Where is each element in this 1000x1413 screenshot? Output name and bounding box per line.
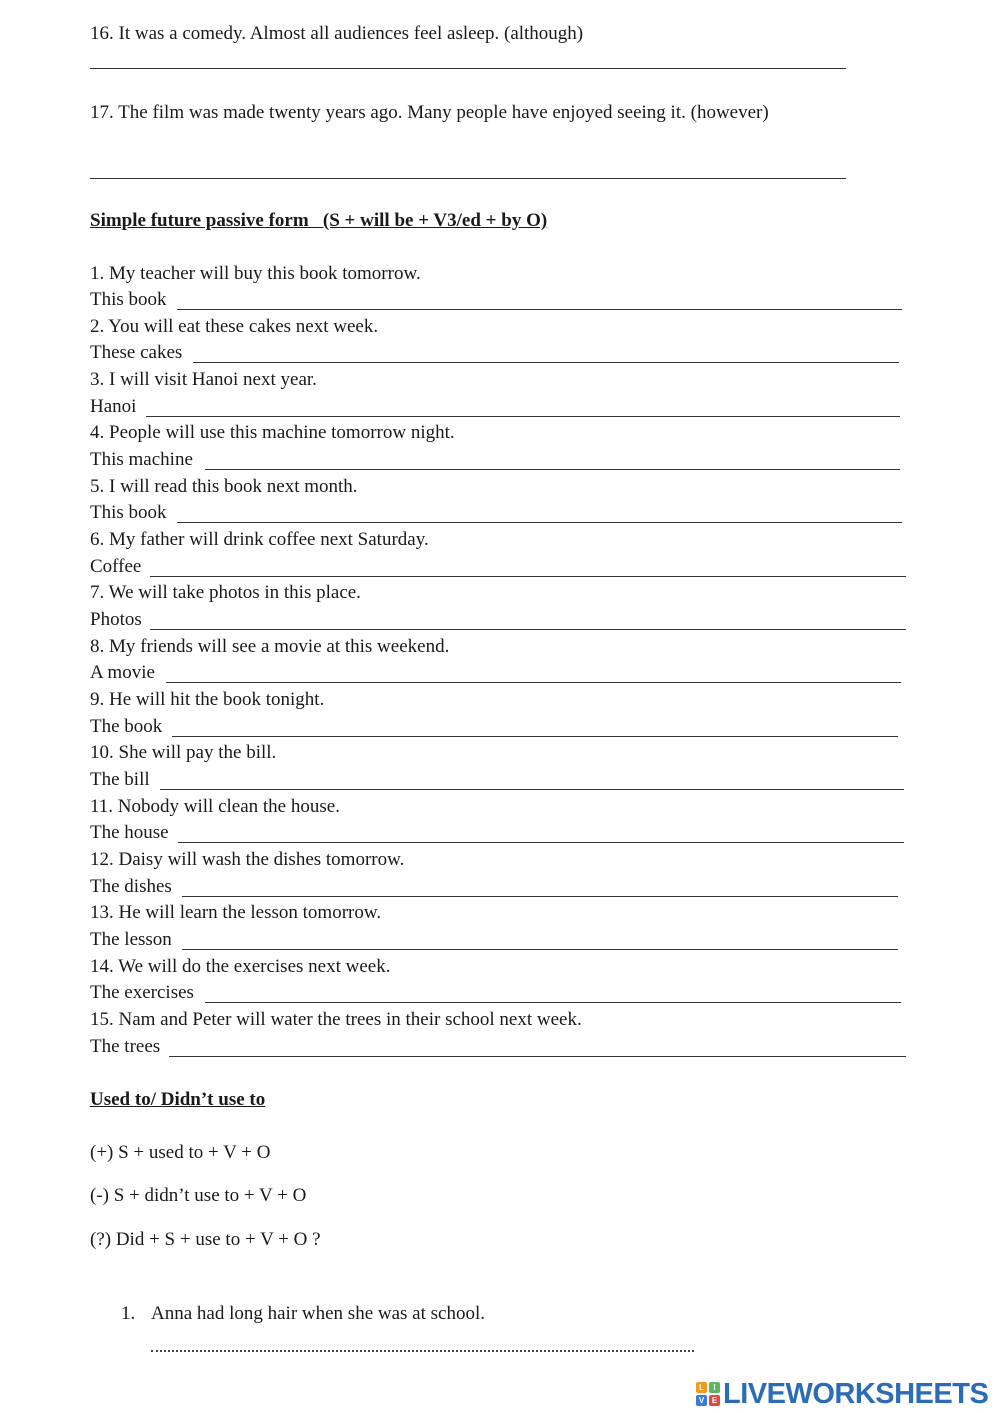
passive-question-9: 9. He will hit the book tonight. bbox=[90, 689, 325, 710]
passive-start-1: This book bbox=[90, 289, 167, 310]
passive-answer-line-14[interactable] bbox=[205, 1002, 901, 1003]
passive-start-3: Hanoi bbox=[90, 396, 137, 417]
passive-start-9: The book bbox=[90, 716, 163, 737]
passive-answer-line-15[interactable] bbox=[169, 1056, 906, 1057]
answer-line-16[interactable] bbox=[90, 68, 846, 69]
passive-question-6: 6. My father will drink coffee next Saturday. bbox=[90, 529, 429, 550]
passive-question-1: 1. My teacher will buy this book tomorrow. bbox=[90, 263, 421, 284]
passive-question-4: 4. People will use this machine tomorrow night. bbox=[90, 422, 455, 443]
question-16: 16. It was a comedy. Almost all audiences feel asleep. (although) bbox=[90, 23, 584, 44]
passive-question-10: 10. She will pay the bill. bbox=[90, 742, 277, 763]
passive-start-13: The lesson bbox=[90, 929, 172, 950]
passive-start-5: This book bbox=[90, 502, 167, 523]
passive-answer-line-2[interactable] bbox=[193, 362, 899, 363]
passive-start-10: The bill bbox=[90, 769, 150, 790]
passive-answer-line-6[interactable] bbox=[150, 576, 906, 577]
passive-start-8: A movie bbox=[90, 662, 155, 683]
passive-answer-line-8[interactable] bbox=[166, 682, 901, 683]
passive-start-14: The exercises bbox=[90, 982, 194, 1003]
logo-tile-v: V bbox=[696, 1395, 707, 1406]
passive-answer-line-12[interactable] bbox=[182, 896, 898, 897]
passive-question-2: 2. You will eat these cakes next week. bbox=[90, 316, 379, 337]
passive-answer-line-3[interactable] bbox=[146, 416, 900, 417]
passive-answer-line-11[interactable] bbox=[178, 842, 904, 843]
passive-start-11: The house bbox=[90, 822, 169, 843]
used-to-item-1 bbox=[121, 1303, 485, 1325]
used-to-answer-line-1[interactable] bbox=[151, 1350, 694, 1352]
list-number: 1. bbox=[121, 1303, 136, 1324]
logo-tile-i: I bbox=[709, 1382, 720, 1393]
passive-question-7: 7. We will take photos in this place. bbox=[90, 582, 361, 603]
passive-answer-line-7[interactable] bbox=[150, 629, 906, 630]
liveworksheets-watermark bbox=[696, 1377, 988, 1411]
used-to-rule-positive: (+) S + used to + V + O bbox=[90, 1142, 271, 1163]
liveworksheets-logo-icon bbox=[696, 1382, 720, 1406]
passive-start-2: These cakes bbox=[90, 342, 183, 363]
passive-question-8: 8. My friends will see a movie at this weekend. bbox=[90, 636, 450, 657]
passive-question-15: 15. Nam and Peter will water the trees in their school next week. bbox=[90, 1009, 582, 1030]
section-heading-used-to: Used to/ Didn’t use to bbox=[90, 1089, 266, 1110]
passive-answer-line-5[interactable] bbox=[177, 522, 902, 523]
passive-question-13: 13. He will learn the lesson tomorrow. bbox=[90, 902, 382, 923]
answer-line-17[interactable] bbox=[90, 178, 846, 179]
passive-question-12: 12. Daisy will wash the dishes tomorrow. bbox=[90, 849, 405, 870]
passive-start-15: The trees bbox=[90, 1036, 161, 1057]
passive-question-3: 3. I will visit Hanoi next year. bbox=[90, 369, 317, 390]
used-to-item-1-text: Anna had long hair when she was at school. bbox=[151, 1303, 486, 1324]
watermark-text: LIVEWORKSHEETS bbox=[723, 1377, 989, 1410]
passive-start-6: Coffee bbox=[90, 556, 142, 577]
passive-start-4: This machine bbox=[90, 449, 193, 470]
passive-start-12: The dishes bbox=[90, 876, 172, 897]
used-to-rule-question: (?) Did + S + use to + V + O ? bbox=[90, 1229, 321, 1250]
passive-answer-line-9[interactable] bbox=[172, 736, 898, 737]
question-17: 17. The film was made twenty years ago. Many people have enjoyed seeing it. (however) bbox=[90, 102, 769, 123]
passive-answer-line-4[interactable] bbox=[205, 469, 900, 470]
passive-answer-line-13[interactable] bbox=[182, 949, 898, 950]
passive-answer-line-1[interactable] bbox=[177, 309, 902, 310]
passive-start-7: Photos bbox=[90, 609, 142, 630]
passive-question-11: 11. Nobody will clean the house. bbox=[90, 796, 340, 817]
passive-answer-line-10[interactable] bbox=[160, 789, 904, 790]
logo-tile-l: L bbox=[696, 1382, 707, 1393]
passive-question-5: 5. I will read this book next month. bbox=[90, 476, 358, 497]
logo-tile-e: E bbox=[709, 1395, 720, 1406]
used-to-rule-negative: (-) S + didn’t use to + V + O bbox=[90, 1185, 307, 1206]
section-heading-passive: Simple future passive form (S + will be + V3/ed + by O) bbox=[90, 210, 548, 231]
passive-question-14: 14. We will do the exercises next week. bbox=[90, 956, 391, 977]
